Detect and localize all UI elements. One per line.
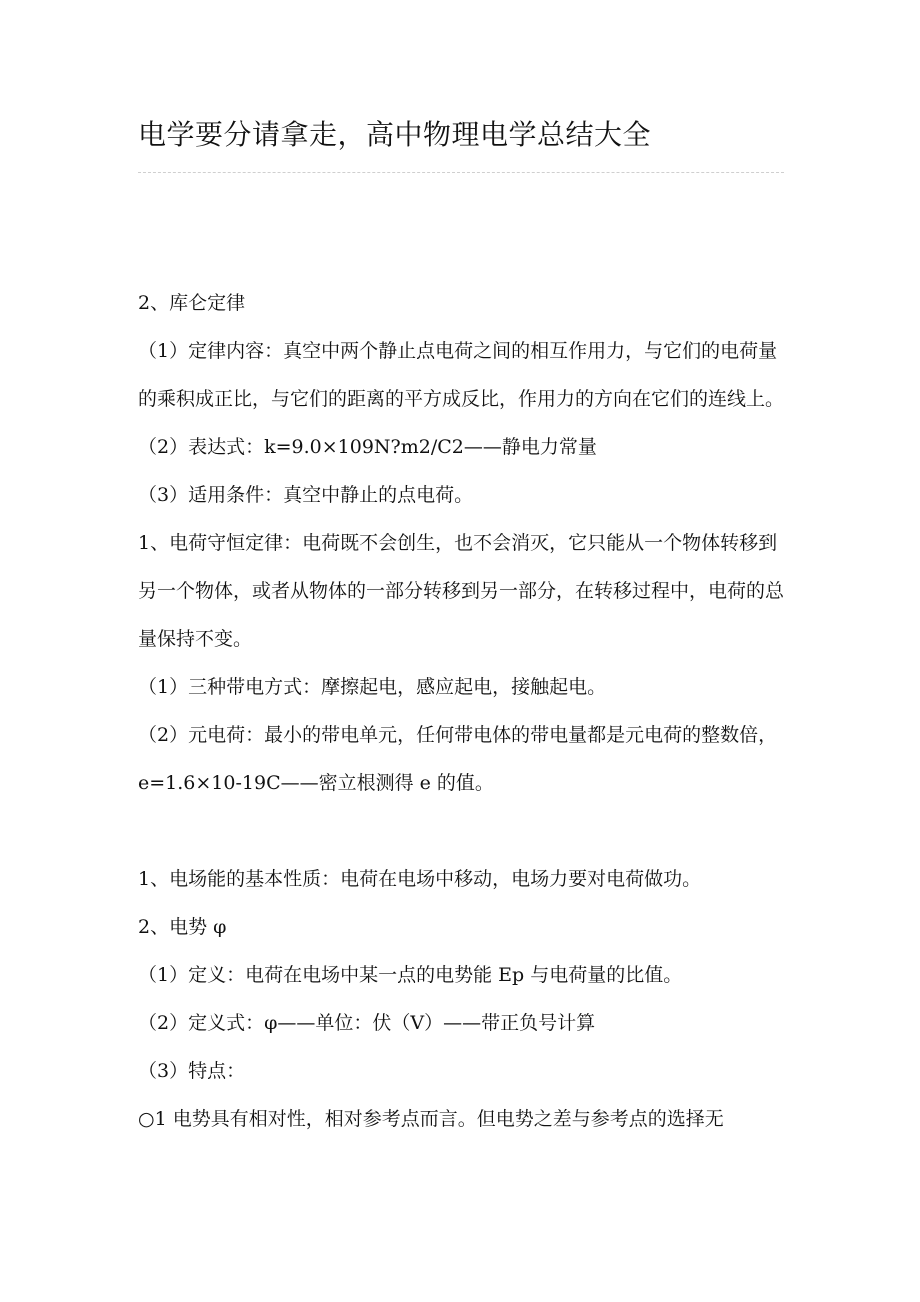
- paragraph: （1）定义：电荷在电场中某一点的电势能 Ep 与电荷量的比值。: [138, 964, 683, 986]
- page-title: 电学要分请拿走，高中物理电学总结大全: [138, 118, 652, 151]
- paragraph: 2、电势 φ: [138, 916, 227, 938]
- document-body: [138, 279, 788, 1143]
- paragraph: （3）适用条件：真空中静止的点电荷。: [138, 484, 474, 506]
- paragraph: （1）定律内容：真空中两个静止点电荷之间的相互作用力，与它们的电荷量的乘积成正比，与它们的距离的平方成反比，作用力的方向在它们的连线上。: [138, 340, 785, 410]
- paragraph: （3）特点：: [138, 1060, 246, 1082]
- paragraph: （2）表达式：k=9.0×109N?m2/C2——静电力常量: [138, 436, 597, 458]
- paragraph: （2）元电荷：最小的带电单元，任何带电体的带电量都是元电荷的整数倍，e=1.6×10-19C——密立根测得 e 的值。: [138, 724, 778, 794]
- paragraph: （2）定义式：φ——单位：伏（V）——带正负号计算: [138, 1012, 596, 1034]
- paragraph: 2、库仑定律: [138, 292, 246, 314]
- paragraph: ○1 电势具有相对性，相对参考点而言。但电势之差与参考点的选择无: [138, 1108, 724, 1130]
- paragraph: 1、电场能的基本性质：电荷在电场中移动，电场力要对电荷做功。: [138, 868, 702, 890]
- title-divider: [138, 172, 784, 173]
- paragraph: （1）三种带电方式：摩擦起电，感应起电，接触起电。: [138, 676, 607, 698]
- paragraph: 1、电荷守恒定律：电荷既不会创生，也不会消灭，它只能从一个物体转移到另一个物体，或者从物体的一部分转移到另一部分，在转移过程中，电荷的总量保持不变。: [138, 532, 785, 650]
- section-spacer: [138, 807, 788, 855]
